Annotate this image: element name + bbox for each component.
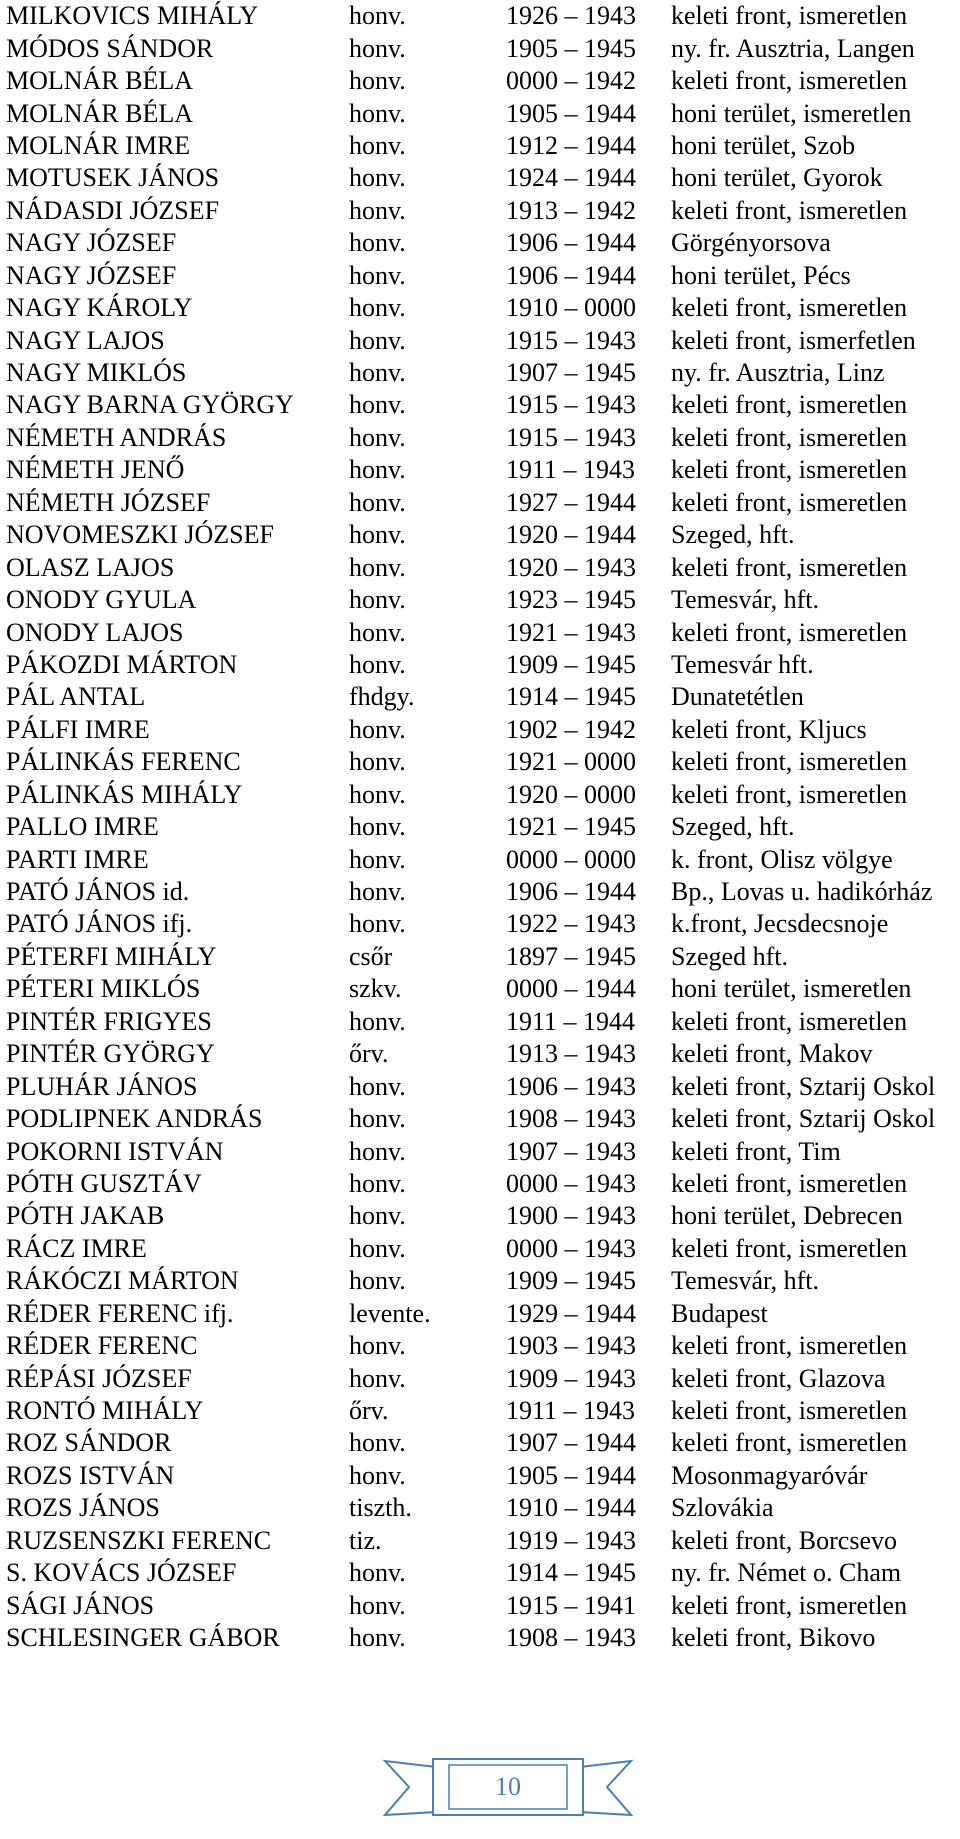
military-rank: szkv. [349,974,402,1004]
military-rank: honv. [349,1233,406,1263]
military-rank: honv. [349,747,406,777]
table-row [0,1622,960,1654]
person-name: PÁKOZDI MÁRTON [6,649,238,679]
life-years: 1921 – 0000 [506,747,636,777]
military-rank: őrv. [349,1039,389,1069]
life-years: 1903 – 1943 [506,1331,636,1361]
place-of-death: honi terület, ismeretlen [671,974,912,1004]
military-rank: honv. [349,1,406,31]
life-years: 1906 – 1943 [506,1071,636,1101]
table-row [0,1135,960,1167]
life-years: 1920 – 1943 [506,552,636,582]
life-years: 1907 – 1944 [506,1428,636,1458]
place-of-death: ny. fr. Ausztria, Linz [671,358,885,388]
military-rank: honv. [349,358,406,388]
life-years: 1906 – 1944 [506,877,636,907]
military-rank: őrv. [349,1396,389,1426]
person-name: NAGY BARNA GYÖRGY [6,390,294,420]
person-name: S. KOVÁCS JÓZSEF [6,1558,237,1588]
military-rank: tiszth. [349,1493,412,1523]
person-name: PINTÉR FRIGYES [6,1006,212,1036]
life-years: 1910 – 0000 [506,293,636,323]
place-of-death: keleti front, ismeretlen [671,1233,908,1263]
table-row [0,551,960,583]
table-row [0,519,960,551]
table-row [0,65,960,97]
table-row [0,779,960,811]
person-name: RÁKÓCZI MÁRTON [6,1266,239,1296]
military-rank: honv. [349,1071,406,1101]
place-of-death: keleti front, Bikovo [671,1623,876,1653]
life-years: 1915 – 1943 [506,422,636,452]
military-rank: honv. [349,163,406,193]
life-years: 1921 – 1943 [506,617,636,647]
military-rank: honv. [349,1006,406,1036]
military-rank: honv. [349,1428,406,1458]
table-row [0,811,960,843]
life-years: 1909 – 1945 [506,649,636,679]
life-years: 1922 – 1943 [506,909,636,939]
place-of-death: keleti front, ismeretlen [671,66,908,96]
life-years: 1902 – 1942 [506,714,636,744]
military-rank: honv. [349,293,406,323]
person-name: NAGY JÓZSEF [6,228,177,258]
place-of-death: Temesvár hft. [671,649,814,679]
person-name: NÉMETH JENŐ [6,455,185,485]
place-of-death: keleti front, ismeretlen [671,617,908,647]
place-of-death: Görgényorsova [671,228,831,258]
life-years: 1911 – 1943 [506,455,636,485]
place-of-death: keleti front, ismeretlen [671,1168,908,1198]
life-years: 1909 – 1943 [506,1363,636,1393]
military-rank: honv. [349,1558,406,1588]
person-name: MOLNÁR BÉLA [6,66,194,96]
place-of-death: ny. fr. Ausztria, Langen [671,33,915,63]
table-row [0,714,960,746]
table-row [0,1427,960,1459]
person-name: PÓTH JAKAB [6,1201,165,1231]
military-rank: honv. [349,585,406,615]
military-rank: honv. [349,455,406,485]
military-rank: honv. [349,1266,406,1296]
person-name: PATÓ JÁNOS id. [6,877,190,907]
military-rank: honv. [349,130,406,160]
military-rank: honv. [349,98,406,128]
life-years: 1897 – 1945 [506,941,636,971]
military-rank: honv. [349,1623,406,1653]
life-years: 1910 – 1944 [506,1493,636,1523]
place-of-death: keleti front, ismeretlen [671,422,908,452]
military-rank: honv. [349,1460,406,1490]
life-years: 1913 – 1942 [506,195,636,225]
place-of-death: Dunatetétlen [671,682,804,712]
military-rank: honv. [349,520,406,550]
page-number: 10 [495,1772,521,1801]
military-rank: honv. [349,228,406,258]
military-rank: honv. [349,66,406,96]
life-years: 1912 – 1944 [506,130,636,160]
person-name: PÁLFI IMRE [6,714,150,744]
table-row [0,973,960,1005]
place-of-death: keleti front, ismeretlen [671,1006,908,1036]
military-rank: honv. [349,1331,406,1361]
table-row [0,1265,960,1297]
person-name: ROZS ISTVÁN [6,1460,175,1490]
place-of-death: keleti front, ismeretlen [671,1,908,31]
place-of-death: ny. fr. Német o. Cham [671,1558,902,1588]
person-name: NÉMETH ANDRÁS [6,422,227,452]
military-rank: tiz. [349,1525,382,1555]
military-rank: honv. [349,844,406,874]
life-years: 1907 – 1945 [506,358,636,388]
person-name: PINTÉR GYÖRGY [6,1039,215,1069]
place-of-death: Budapest [671,1298,768,1328]
person-name: MOLNÁR BÉLA [6,98,194,128]
person-name: RONTÓ MIHÁLY [6,1396,204,1426]
place-of-death: honi terület, ismeretlen [671,98,912,128]
place-of-death: honi terület, Gyorok [671,163,883,193]
life-years: 1929 – 1944 [506,1298,636,1328]
table-row [0,584,960,616]
life-years: 1915 – 1941 [506,1590,636,1620]
person-name: MOTUSEK JÁNOS [6,163,220,193]
table-row [0,1298,960,1330]
table-row [0,292,960,324]
life-years: 1905 – 1944 [506,1460,636,1490]
table-row [0,422,960,454]
place-of-death: keleti front, ismeretlen [671,1331,908,1361]
table-row [0,162,960,194]
table-row [0,32,960,64]
life-years: 1908 – 1943 [506,1623,636,1653]
table-row [0,649,960,681]
person-name: RÉDER FERENC ifj. [6,1298,234,1328]
person-name: ROZ SÁNDOR [6,1428,172,1458]
table-row [0,1362,960,1394]
table-row [0,843,960,875]
place-of-death: keleti front, Glazova [671,1363,886,1393]
table-row [0,1006,960,1038]
military-rank: honv. [349,195,406,225]
military-rank: csőr [349,941,393,971]
table-row [0,260,960,292]
person-name: ONODY LAJOS [6,617,184,647]
place-of-death: keleti front, ismerfetlen [671,325,916,355]
place-of-death: Mosonmagyaróvár [671,1460,868,1490]
military-rank: levente. [349,1298,431,1328]
person-name: NAGY JÓZSEF [6,260,177,290]
life-years: 1915 – 1943 [506,390,636,420]
military-rank: honv. [349,909,406,939]
place-of-death: keleti front, ismeretlen [671,487,908,517]
military-rank: honv. [349,33,406,63]
table-row [0,908,960,940]
life-years: 1914 – 1945 [506,682,636,712]
life-years: 1914 – 1945 [506,1558,636,1588]
table-row [0,97,960,129]
place-of-death: k. front, Olisz völgye [671,844,893,874]
place-of-death: honi terület, Szob [671,130,856,160]
person-name: MOLNÁR IMRE [6,130,191,160]
military-rank: honv. [349,1590,406,1620]
person-name: RÉDER FERENC [6,1331,198,1361]
person-name: PÁL ANTAL [6,682,146,712]
life-years: 1924 – 1944 [506,163,636,193]
place-of-death: Temesvár, hft. [671,1266,820,1296]
table-row [0,1038,960,1070]
person-name: PARTI IMRE [6,844,149,874]
life-years: 1906 – 1944 [506,228,636,258]
life-years: 1926 – 1943 [506,1,636,31]
place-of-death: keleti front, Kljucs [671,714,867,744]
military-rank: honv. [349,552,406,582]
place-of-death: k.front, Jecsdecsnoje [671,909,889,939]
place-of-death: keleti front, ismeretlen [671,1428,908,1458]
life-years: 1909 – 1945 [506,1266,636,1296]
place-of-death: Bp., Lovas u. hadikórház [671,877,933,907]
place-of-death: keleti front, Borcsevo [671,1525,897,1555]
military-rank: honv. [349,487,406,517]
life-years: 1907 – 1943 [506,1136,636,1166]
person-name: MILKOVICS MIHÁLY [6,1,259,31]
person-name: PÁLINKÁS FERENC [6,747,241,777]
life-years: 1906 – 1944 [506,260,636,290]
table-row [0,1525,960,1557]
person-name: ONODY GYULA [6,585,197,615]
military-rank: honv. [349,260,406,290]
life-years: 0000 – 1943 [506,1168,636,1198]
table-row [0,324,960,356]
person-name: NAGY MIKLÓS [6,358,187,388]
military-rank: honv. [349,617,406,647]
place-of-death: keleti front, ismeretlen [671,552,908,582]
place-of-death: keleti front, ismeretlen [671,779,908,809]
person-name: PÓTH GUSZTÁV [6,1168,202,1198]
table-row [0,357,960,389]
person-name: SCHLESINGER GÁBOR [6,1623,280,1653]
life-years: 0000 – 1942 [506,66,636,96]
place-of-death: Szeged, hft. [671,520,795,550]
life-years: 1921 – 1945 [506,812,636,842]
table-row [0,876,960,908]
person-name: PLUHÁR JÁNOS [6,1071,198,1101]
place-of-death: keleti front, ismeretlen [671,1396,908,1426]
military-rank: honv. [349,422,406,452]
life-years: 1908 – 1943 [506,1104,636,1134]
person-name: PÉTERI MIKLÓS [6,974,201,1004]
table-row [0,616,960,648]
table-row [0,1330,960,1362]
place-of-death: Szlovákia [671,1493,774,1523]
life-years: 0000 – 1943 [506,1233,636,1263]
person-name: NÉMETH JÓZSEF [6,487,211,517]
military-rank: honv. [349,1104,406,1134]
place-of-death: keleti front, ismeretlen [671,747,908,777]
person-name: PODLIPNEK ANDRÁS [6,1104,263,1134]
place-of-death: keleti front, Tim [671,1136,841,1166]
military-rank: honv. [349,877,406,907]
life-years: 1905 – 1945 [506,33,636,63]
life-years: 1900 – 1943 [506,1201,636,1231]
military-rank: honv. [349,812,406,842]
table-row [0,389,960,421]
life-years: 1905 – 1944 [506,98,636,128]
person-name: PÁLINKÁS MIHÁLY [6,779,243,809]
military-rank: honv. [349,779,406,809]
military-rank: honv. [349,714,406,744]
life-years: 1913 – 1943 [506,1039,636,1069]
person-name: NAGY LAJOS [6,325,165,355]
table-row [0,1103,960,1135]
life-years: 1919 – 1943 [506,1525,636,1555]
table-row [0,941,960,973]
life-years: 1920 – 1944 [506,520,636,550]
life-years: 1923 – 1945 [506,585,636,615]
table-row [0,195,960,227]
person-name: ROZS JÁNOS [6,1493,160,1523]
place-of-death: Szeged, hft. [671,812,795,842]
place-of-death: keleti front, Makov [671,1039,873,1069]
table-row [0,1168,960,1200]
military-rank: fhdgy. [349,682,415,712]
person-name: PALLO IMRE [6,812,159,842]
person-name: OLASZ LAJOS [6,552,175,582]
person-name: RÉPÁSI JÓZSEF [6,1363,192,1393]
place-of-death: honi terület, Debrecen [671,1201,903,1231]
person-name: NÁDASDI JÓZSEF [6,195,220,225]
table-row [0,1460,960,1492]
military-rank: honv. [349,1363,406,1393]
table-row [0,681,960,713]
table-row [0,227,960,259]
person-name: POKORNI ISTVÁN [6,1136,224,1166]
table-row [0,1070,960,1102]
military-rank: honv. [349,390,406,420]
table-row [0,130,960,162]
table-row [0,746,960,778]
place-of-death: honi terület, Pécs [671,260,851,290]
life-years: 1911 – 1943 [506,1396,636,1426]
life-years: 0000 – 1944 [506,974,636,1004]
place-of-death: Szeged hft. [671,941,788,971]
table-row [0,1200,960,1232]
place-of-death: keleti front, Sztarij Oskol [671,1071,936,1101]
place-of-death: keleti front, ismeretlen [671,1590,908,1620]
place-of-death: keleti front, ismeretlen [671,293,908,323]
life-years: 1927 – 1944 [506,487,636,517]
person-name: PATÓ JÁNOS ifj. [6,909,193,939]
military-rank: honv. [349,325,406,355]
table-row [0,1492,960,1524]
table-row [0,1589,960,1621]
person-name: NAGY KÁROLY [6,293,193,323]
place-of-death: Temesvár, hft. [671,585,820,615]
table-row [0,1233,960,1265]
place-of-death: keleti front, ismeretlen [671,390,908,420]
life-years: 1915 – 1943 [506,325,636,355]
life-years: 1920 – 0000 [506,779,636,809]
place-of-death: keleti front, ismeretlen [671,195,908,225]
place-of-death: keleti front, Sztarij Oskol [671,1104,936,1134]
table-row [0,0,960,32]
table-row [0,1395,960,1427]
person-name: RUZSENSZKI FERENC [6,1525,272,1555]
place-of-death: keleti front, ismeretlen [671,455,908,485]
military-rank: honv. [349,1136,406,1166]
military-rank: honv. [349,1168,406,1198]
person-name: MÓDOS SÁNDOR [6,33,214,63]
page-footer [383,1751,633,1821]
person-name: SÁGI JÁNOS [6,1590,155,1620]
table-row [0,1557,960,1589]
table-row [0,487,960,519]
person-name: NOVOMESZKI JÓZSEF [6,520,274,550]
life-years: 0000 – 0000 [506,844,636,874]
military-rank: honv. [349,1201,406,1231]
military-rank: honv. [349,649,406,679]
person-name: RÁCZ IMRE [6,1233,147,1263]
life-years: 1911 – 1944 [506,1006,636,1036]
person-name: PÉTERFI MIHÁLY [6,941,217,971]
table-row [0,454,960,486]
